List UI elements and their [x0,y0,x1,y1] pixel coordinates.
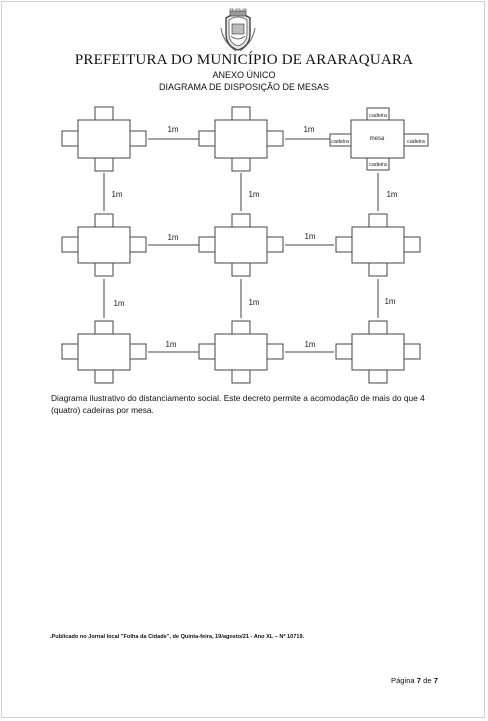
table-group [199,214,283,276]
distance-label: 1m [167,233,179,242]
page-number [391,676,438,685]
chair-label-left: cadeira [331,139,349,145]
distance-label: 1m [304,340,316,349]
chair-label-right: cadeira [407,139,425,145]
distance-label: 1m [304,232,316,241]
page-total: 7 [433,676,438,685]
diagram-title: DIAGRAMA DE DISPOSIÇÃO DE MESAS [158,82,330,92]
table-group [62,107,146,171]
page-title: PREFEITURA DO MUNICÍPIO DE ARARAQUARA [74,52,414,68]
distance-label: 1m [248,298,260,307]
table-layout-diagram [0,100,488,390]
distance-label: 1m [386,190,398,199]
page-prefix: Página [391,676,415,685]
table-group [62,214,146,276]
page-of: de [423,676,432,685]
table-group [199,107,283,171]
distance-label: 1m [384,297,396,306]
distance-label: 1m [167,125,179,134]
page-current: 7 [416,676,422,685]
distance-label: 1m [165,340,177,349]
distance-label: 1m [248,190,260,199]
table-group [336,321,420,383]
diagram-caption: Diagrama ilustrativo do distanciamento social. Este decreto permite a acomodação de mais do que 4 (quatro) cadeiras por mesa. [51,393,425,415]
distance-label: 1m [111,190,123,199]
city-seal-emblem [218,8,258,52]
table-group [199,321,283,383]
distance-label: 1m [113,299,125,308]
chair-label-top: cadeira [369,113,387,119]
table-group [62,321,146,383]
distance-label: 1m [303,125,315,134]
chair-label-bottom: cadeira [369,162,387,168]
publication-note: .Publicado no Jornal local "Folha da Cidade", de Quinta-feira, 19/agosto/21 - Ano XL – Nº 10719. [50,634,305,640]
table-label: mesa [369,136,385,142]
table-group [336,214,420,276]
annex-label: ANEXO ÚNICO [212,70,276,80]
